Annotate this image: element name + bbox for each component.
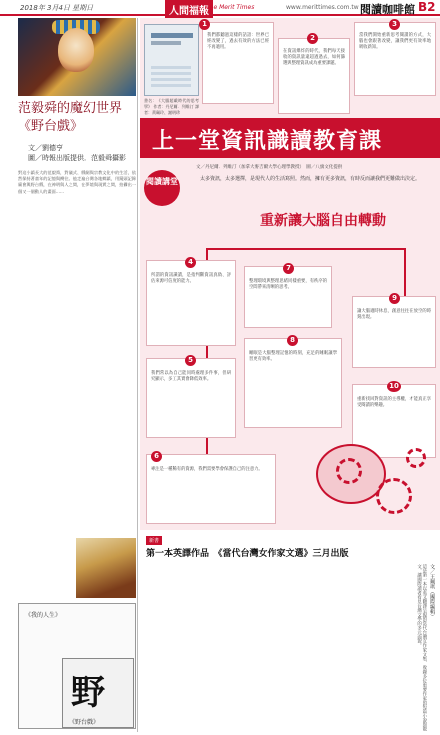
point-number-9: 9 xyxy=(389,293,400,304)
reading-lecture-badge: 閱讀講堂 xyxy=(144,170,180,206)
gear-icon-large xyxy=(376,478,412,514)
point-number-6: 6 xyxy=(151,451,162,462)
bottom-tag: 新書 xyxy=(146,536,162,545)
left-byline xyxy=(28,143,126,163)
left-author: 文／劉德亨 xyxy=(28,144,63,152)
point-card-4 xyxy=(146,260,236,346)
point-number-7: 7 xyxy=(283,263,294,274)
point-number-10: 10 xyxy=(387,381,401,392)
point-card-8 xyxy=(244,338,342,428)
opera-photo xyxy=(18,18,136,96)
left-column xyxy=(18,18,138,732)
left-title-line2: 《野台戲》 xyxy=(18,119,84,134)
point-number-4: 4 xyxy=(185,257,196,268)
calligraphy-mark: 野 xyxy=(71,673,105,713)
point-card-6 xyxy=(146,454,276,524)
cover-pattern xyxy=(151,65,191,87)
point-card-3 xyxy=(354,22,436,96)
bottom-author: 文／王珮琪（國際編輯） xyxy=(429,564,435,619)
point-text-5: 我們常以為自己能同時處理多件事，但研究顯示，多工其實會降低效率。 xyxy=(151,371,231,383)
page-number: B2 xyxy=(418,0,436,14)
point-text-3: 當我們開始重新思考閱讀的方式，大腦也會跟著改變，讓我們更有效率地吸收新知。 xyxy=(359,33,431,51)
feature-book-cover xyxy=(144,24,199,96)
point-number-5: 5 xyxy=(185,355,196,366)
issue-date: 2018年 3月4日 星期日 xyxy=(20,4,94,12)
point-text-2: 在資訊爆炸的時代，我們每天接收的資訊量遠超過過去，如何篩選與整理資訊成為重要課題。 xyxy=(283,49,345,67)
bottom-body-text: 這是第一本以英文翻譯呈現的當代台灣女作家文集，收錄多位重要作家的短篇小說與散文，讓國際讀者看見台灣文學的多元面貌。 xyxy=(416,564,427,732)
point-number-3: 3 xyxy=(389,19,400,30)
book-cover-yetaixi xyxy=(62,658,134,728)
page-header xyxy=(0,0,440,16)
section-title: 閱讀咖啡館 xyxy=(360,3,415,16)
cover-bar-2 xyxy=(151,41,181,45)
bottom-article xyxy=(140,534,440,734)
point-text-4: 所謂的資訊識讀，是指判斷資訊真偽、評估來源可信度的能力。 xyxy=(151,273,231,285)
brain-gear-illustration xyxy=(286,438,436,526)
gear-icon-small xyxy=(406,448,426,468)
site-url: www.merittimes.com.tw xyxy=(286,4,359,11)
feature-meta: 文／丹尼爾．列維汀（加拿大麥吉爾大學心理學教授） 圖／八旗文化提供 xyxy=(196,165,343,170)
newspaper-logo: 人間福報 xyxy=(165,0,213,19)
point-card-9 xyxy=(352,296,436,368)
point-text-6: 專注是一種稀有的資源，我們需要學會保護自己的注意力。 xyxy=(151,467,263,472)
feature-book-caption: 書名：《大腦超載時代的思考學》 作者：丹尼爾．列維汀 譯者：黃珮玲、謝明珍 xyxy=(144,98,199,116)
point-number-2: 2 xyxy=(307,33,318,44)
face-shape xyxy=(58,28,94,72)
left-credit: 圖／時報出版提供．范毅舜攝影 xyxy=(28,154,126,162)
newspaper-logo-en: The Merit Times xyxy=(206,4,255,11)
book-cover-shape xyxy=(144,24,199,96)
point-text-1: 我們都聽過這樣的話語：世界已經改變了，過去有效的方法已經不再適用。 xyxy=(207,33,269,51)
point-card-1 xyxy=(202,22,274,104)
point-card-5 xyxy=(146,358,236,438)
stage-photo xyxy=(76,538,136,598)
feature-headline: 上一堂資訊識讀教育課 xyxy=(152,128,383,154)
connector-line-top xyxy=(206,248,406,250)
bottom-body-columns xyxy=(148,564,434,732)
point-number-1: 1 xyxy=(199,19,210,30)
left-article-title xyxy=(18,100,136,136)
left-body-text: 對這小鎮長大的范毅舜，對儀式、戲劇與宗教文化中的生活，依然保持著童年的記憶與嚮往。他走遍台灣各地鄉鎮，用鏡頭記錄廟會與野台戲，在神明與人之間，在夢境與現實之間，拍攝出一個又一個動人的畫面…… xyxy=(18,170,136,194)
point-text-10: 重新找回對資訊的主導權，才能真正享受閱讀的樂趣。 xyxy=(357,397,431,409)
left-article-body xyxy=(18,170,136,530)
point-card-7 xyxy=(244,266,332,328)
point-text-9: 讓大腦適時休息，創意往往在放空的時刻出現。 xyxy=(357,309,431,321)
cover-bar xyxy=(151,33,193,38)
main-feature-panel xyxy=(140,18,440,530)
point-text-8: 睡眠是大腦整理記憶的時刻，充足的睡眠讓學習更有效率。 xyxy=(249,351,337,363)
point-text-7: 整理環境與整理思緒同樣重要，有秩序的空間帶來清晰的思考。 xyxy=(249,279,327,291)
feature-subheadline: 重新讓大腦自由轉動 xyxy=(260,213,386,229)
bottom-headline: 第一本英譯作品 《當代台灣女作家文選》三月出版 xyxy=(146,549,349,559)
gear-icon xyxy=(336,458,362,484)
point-number-8: 8 xyxy=(287,335,298,346)
point-card-2 xyxy=(278,34,350,114)
book-caption-left: 《野台戲》 xyxy=(69,719,100,726)
info-box-title: 《我的人生》 xyxy=(25,612,62,619)
feature-intro: 太多資訊，太多選擇，是現代人的生活寫照。然而，擁有更多資訊，有時反而讓我們更難做出決定。 xyxy=(200,176,421,182)
left-title-line1: 范毅舜的魔幻世界 xyxy=(18,101,123,116)
